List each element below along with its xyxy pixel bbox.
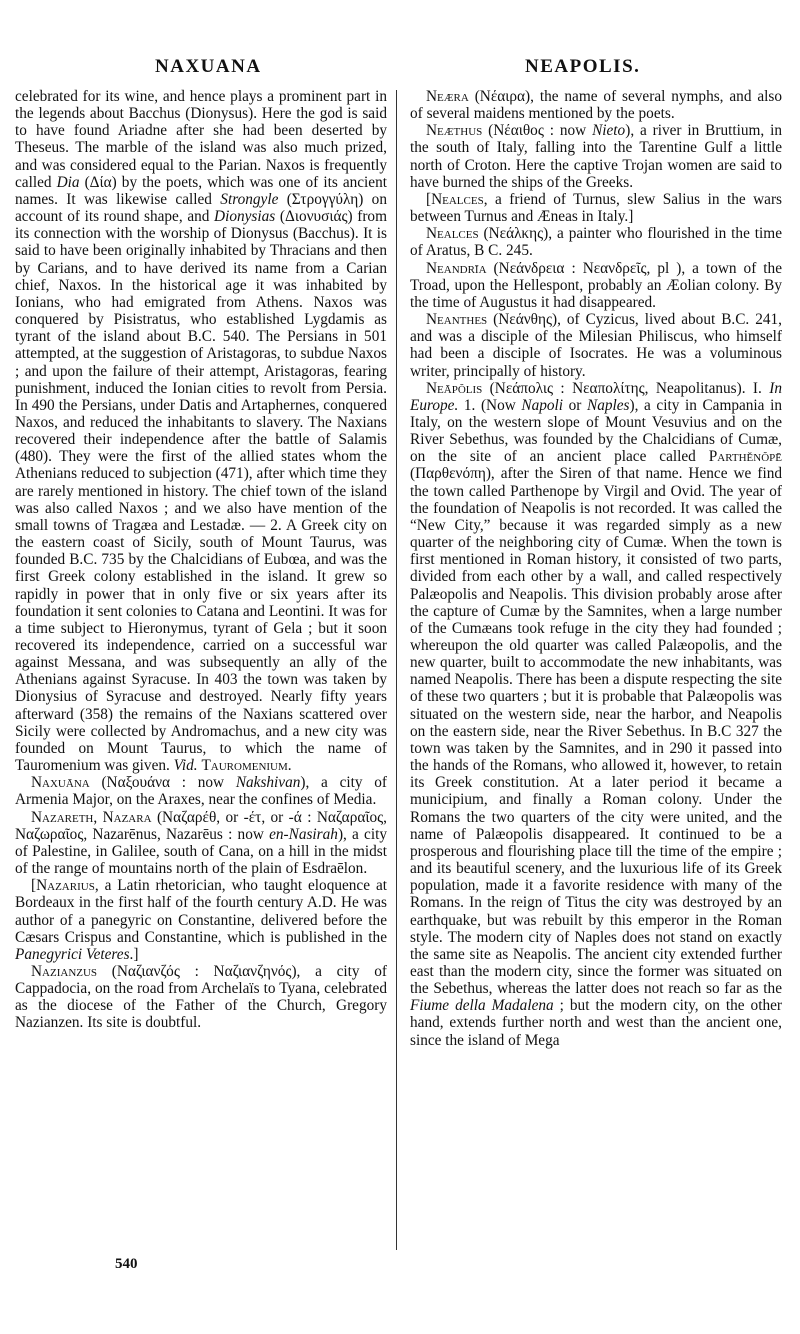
entry-text: ), a city in Campania in Italy, on the western slope of Mount Vesuvius and on the River Sebethus, was founded by the Chalcidians of Cumæ, on the site of an ancient place called bbox=[410, 396, 782, 466]
entry-text: .] bbox=[129, 945, 139, 963]
entry-text: (Ναξουάνα : now bbox=[89, 774, 236, 792]
entry-headword: Tauromenium. bbox=[201, 757, 292, 775]
entry-text: (Νεάνθης), of Cyzicus, lived about B.C. 241, and was a disciple of the Milesian Philiscus, who himself had been a disciple of Isocrates. He was a voluminous writer, principally of history. bbox=[410, 311, 782, 380]
entry-headword: Neæthus bbox=[426, 122, 483, 140]
entry-text: or bbox=[563, 396, 588, 414]
entry-text: (Νέαιθος : now bbox=[482, 122, 593, 140]
entry-headword: Nazareth, Nazara bbox=[31, 808, 152, 826]
entry-headword: Nazianzus bbox=[31, 962, 98, 980]
dictionary-entry bbox=[410, 225, 782, 259]
entry-text: 1. (Now bbox=[458, 396, 522, 414]
running-header-left: NAXUANA bbox=[155, 56, 262, 77]
dictionary-entry bbox=[410, 380, 782, 1049]
entry-headword: Parthĕnŏpē bbox=[708, 448, 782, 466]
right-column bbox=[410, 88, 782, 1049]
italic-text: Vid. bbox=[173, 757, 198, 775]
page-number: 540 bbox=[115, 1256, 138, 1272]
entry-text: ), a city of Palestine, in Galilee, south of Cana, on a hill in the midst of the range of mountains north of the plain of Esdraēlon. bbox=[15, 825, 387, 878]
italic-text: Nieto bbox=[592, 122, 626, 140]
running-header-right: NEAPOLIS. bbox=[525, 56, 641, 77]
entry-text: (Ναζιανζός : Ναζιανζηνός), a city of Cappadocia, on the road from Archelaïs to Tyana, celebrated as the diocese of the Father of the Church, Gregory Nazianzen. Its site is doubtful. bbox=[15, 962, 387, 1032]
italic-text: Napoli bbox=[521, 396, 564, 414]
entry-text: , a Latin rhetorician, who taught eloquence at Bordeaux in the first half of the fourth century A.D. He was author of a panegyric on Constantine, delivered before the Cæsars Crispus and Constantine, which is published in the bbox=[15, 877, 387, 946]
italic-text: Dia bbox=[56, 173, 80, 191]
entry-headword: Neæra bbox=[426, 88, 469, 105]
entry-text: ), a river in Bruttium, in the south of Italy, falling into the Tarentine Gulf a little north of Croton. Here the captive Trojan women are said to have burned the ships of the Greeks. bbox=[410, 122, 782, 191]
entry-text: (Νεάνδρεια : Νεανδρεῖς, pl ), a town of the Troad, upon the Hellespont, probably an Æolian colony. By the time of Augustus it had disappeared. bbox=[410, 259, 782, 311]
continued-paragraph bbox=[15, 88, 387, 774]
entry-text: (Νεάλκης), a painter who flourished in the time of Aratus, B C. 245. bbox=[410, 225, 782, 260]
entry-text: (Δία) by the poets, which was one of its ancient names. It was likewise called bbox=[15, 173, 387, 208]
italic-text: en-Nasirah bbox=[269, 825, 338, 843]
entry-text: (Παρθενόπη), after the Siren of that name. Hence we find the town called Parthenope by Virgil and Ovid. The year of the foundation of Neapolis is not recorded. It was called the “New City,” because it was regarded simply as a new quarter of the neighboring city of Cumæ. When the town is first mentioned in Roman history, it consisted of two parts, divided from each other by a wall, and called respectively Palæopolis and Neapolis. This division probably arose after the capture of Cumæ by the Samnites, when a large number of the Cumæans took refuge in the city they had founded ; whereupon the old quarter was called Palæopolis, and the new quarter, built to accommodate the new inhabitants, was named Neapolis. There has been a dispute respecting the site of these two quarters ; but it is probable that Palæopolis was situated on the western side, near the harbor, and Neapolis on the eastern side, near the River Sebethus. In B.C 327 the town was taken by the Samnites, and in 290 it passed into the hands of the Romans, who allowed it, however, to retain its Greek constitution. At a later period it became a municipium, and finally a Roman colony. Under the Romans the two quarters of the city were united, and the name of Palæopolis disappeared. It continued to be a prosperous and flourishing place till the time of the empire ; and its beautiful scenery, and the luxurious life of its Greek population, made it a favorite residence with many of the Romans. In the reign of Titus the city was destroyed by an earthquake, but was rebuilt by this emperor in the Roman style. The modern city of Naples does not stand on exactly the same site as Neapolis. The ancient city extended further east than the modern city, since the former was situated on the Sebethus, whereas the latter does not reach so far as the bbox=[410, 465, 782, 998]
dictionary-entry bbox=[410, 122, 782, 191]
entry-text: (Νέαιρα), the name of several nymphs, and also of several maidens mentioned by the poets. bbox=[410, 88, 782, 123]
italic-text: Dionysias bbox=[214, 208, 276, 226]
dictionary-entry bbox=[15, 963, 387, 1032]
dictionary-entry bbox=[15, 809, 387, 878]
column-divider bbox=[396, 90, 397, 1250]
entry-headword: Neanthes bbox=[426, 311, 488, 329]
entry-headword: Neāpŏlis bbox=[426, 379, 483, 397]
italic-text: Panegyrici Veteres bbox=[15, 945, 130, 963]
entry-text: ; but the modern city, on the other hand, extends further north and west than the ancient one, since the island of Mega bbox=[410, 997, 782, 1049]
entry-text: ), a city of Armenia Major, on the Araxes, near the confines of Media. bbox=[15, 774, 387, 809]
entry-headword: [Nealces bbox=[426, 190, 484, 208]
italic-text: Nakshivan bbox=[235, 774, 301, 792]
italic-text: Naples bbox=[587, 396, 630, 414]
entry-headword: Naxuāna bbox=[31, 774, 90, 792]
dictionary-entry bbox=[410, 88, 782, 122]
italic-text: Strongyle bbox=[220, 190, 279, 208]
entry-headword: Nealces bbox=[426, 225, 479, 243]
italic-text: In Europe. bbox=[410, 379, 782, 414]
entry-headword: [Nazarius bbox=[31, 877, 95, 895]
left-column bbox=[15, 88, 387, 1032]
dictionary-entry bbox=[410, 311, 782, 380]
dictionary-entry bbox=[410, 191, 782, 225]
entry-text: (Νεάπολις : Νεαπολίτης, Neapolitanus). I. bbox=[482, 379, 770, 397]
entry-text: celebrated for its wine, and hence plays a prominent part in the legends about Bacchus (Dionysus). Here the god is said to have found Ariadne after she had been deserted by Theseus. The marble of the island was also much prized, and was considered equal to the Parian. Naxos is frequently called bbox=[15, 88, 387, 191]
dictionary-entry bbox=[15, 774, 387, 808]
entry-text: (Διονυσιάς) from its connection with the worship of Dionysus (Bacchus). It is said to have been originally inhabited by Thracians and then by Carians, and to have derived its name from a Carian chief, Naxos. In the historical age it was inhabited by Ionians, who had emigrated from Athens. Naxos was conquered by Pisistratus, who established Lygdamis as tyrant of the island about B.C. 540. The Persians in 501 attempted, at the suggestion of Aristagoras, to subdue Naxos ; and upon the failure of their attempt, Aristagoras, fearing punishment, induced the Ionian cities to revolt from Persia. In 490 the Persians, under Datis and Artaphernes, conquered Naxos, and reduced the inhabitants to slavery. The Naxians recovered their independence after the battle of Salamis (480). They were the first of the allied states whom the Athenians reduced to subjection (471), after which time they are rarely mentioned in history. The chief town of the island was also called Naxos ; and we also have mention of the small towns of Tragæa and Lestadæ. — 2. A Greek city on the eastern coast of Sicily, south of Mount Taurus, was founded B.C. 735 by the Chalcidians of Eubœa, and was the first Greek colony established in the island. It grew so rapidly in power that in only five or six years after its foundation it sent colonies to Catana and Leontini. It was for a time subject to Hieronymus, tyrant of Gela ; but it soon recovered its independence, carried on a successful war against Messana, and was subsequently an ally of the Athenians against Syracuse. In 403 the town was taken by Dionysius of Syracuse and destroyed. Nearly fifty years afterward (358) the remains of the Naxians scattered over Sicily were collected by Andromachus, and a new city was founded on Mount Taurus, to which the name of Tauromenium was given. bbox=[15, 208, 387, 775]
dictionary-entry bbox=[15, 877, 387, 963]
entry-headword: Neandrīa bbox=[426, 259, 487, 277]
italic-text: Fiume della Madalena bbox=[410, 997, 554, 1015]
entry-text: , a friend of Turnus, slew Salius in the wars between Turnus and Æneas in Italy.] bbox=[410, 190, 782, 226]
dictionary-entry bbox=[410, 260, 782, 311]
entry-text: (Στρογγύλη) on account of its round shape, and bbox=[15, 190, 387, 226]
entry-text: (Ναζαρέθ, or -έτ, or -ά : Ναζαραῖος, Ναζωραῖος, Nazarēnus, Nazarēus : now bbox=[15, 808, 387, 843]
